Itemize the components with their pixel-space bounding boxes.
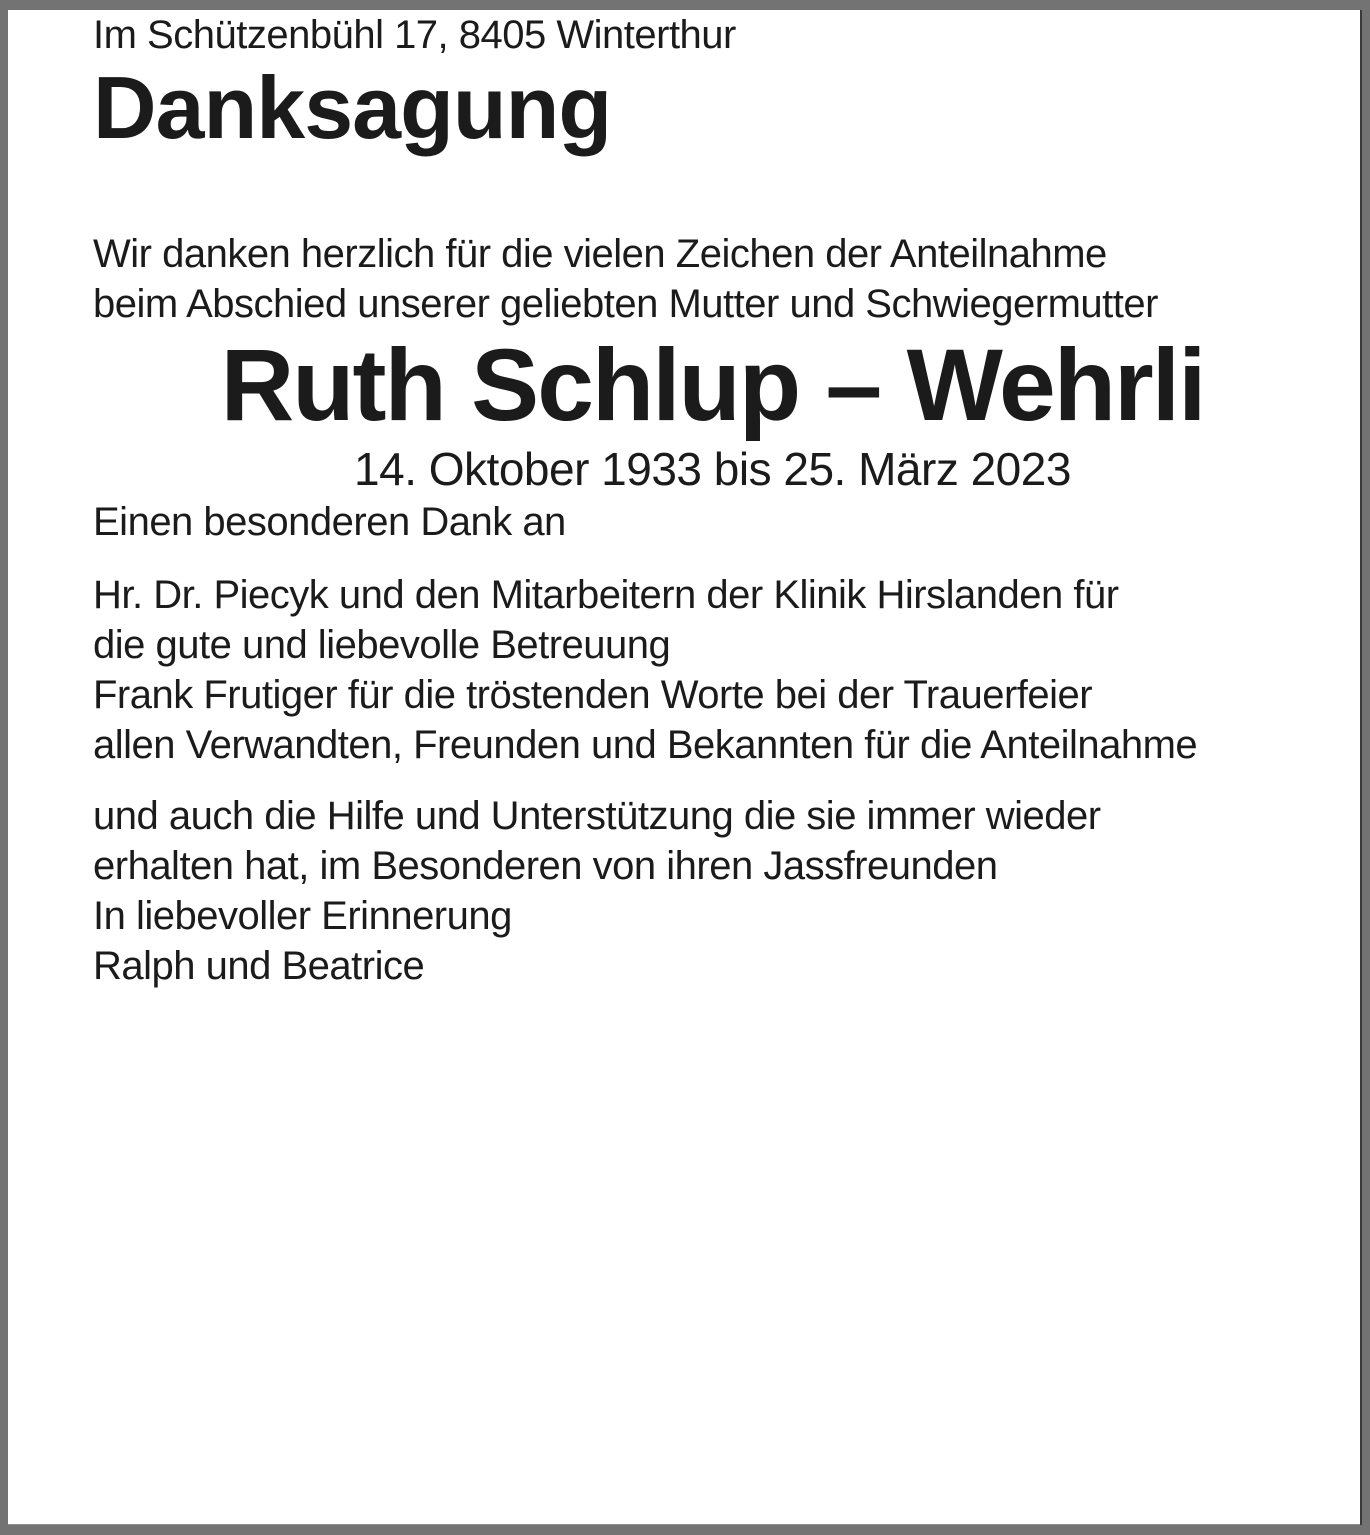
deceased-name: Ruth Schlup – Wehrli [220,328,1205,442]
signature-line: Ralph und Beatrice [93,944,425,988]
thanks-clinic-line-2: die gute und liebevolle Betreuung [93,623,671,667]
thanks-paragraph-support [93,791,1332,891]
address-line: Im Schützenbühl 17, 8405 Winterthur [93,13,736,57]
life-dates: 14. Oktober 1933 bis 25. März 2023 [354,443,1071,495]
thanks-support-line-2: erhalten hat, im Besonderen von ihren Jassfreunden [93,844,998,888]
intro-line-1: Wir danken herzlich für die vielen Zeichen der Anteilnahme [93,232,1107,276]
intro-paragraph [93,229,1332,329]
intro-line-2: beim Abschied unserer geliebten Mutter und Schwiegermutter [93,282,1158,326]
obituary-sheet [8,10,1362,1525]
notice-title: Danksagung [93,58,612,157]
thanks-support-line-1: und auch die Hilfe und Unterstützung die sie immer wieder [93,794,1101,838]
special-thanks-heading: Einen besonderen Dank an [93,500,566,544]
thanks-clinic-line-1: Hr. Dr. Piecyk und den Mitarbeitern der Klinik Hirslanden für [93,573,1119,617]
thanks-paragraph-clinic [93,570,1332,670]
closing-line: In liebevoller Erinnerung [93,894,512,938]
thanks-paragraph-relatives: allen Verwandten, Freunden und Bekannten für die Anteilnahme [93,723,1198,767]
thanks-paragraph-pastor: Frank Frutiger für die tröstenden Worte bei der Trauerfeier [93,673,1093,717]
